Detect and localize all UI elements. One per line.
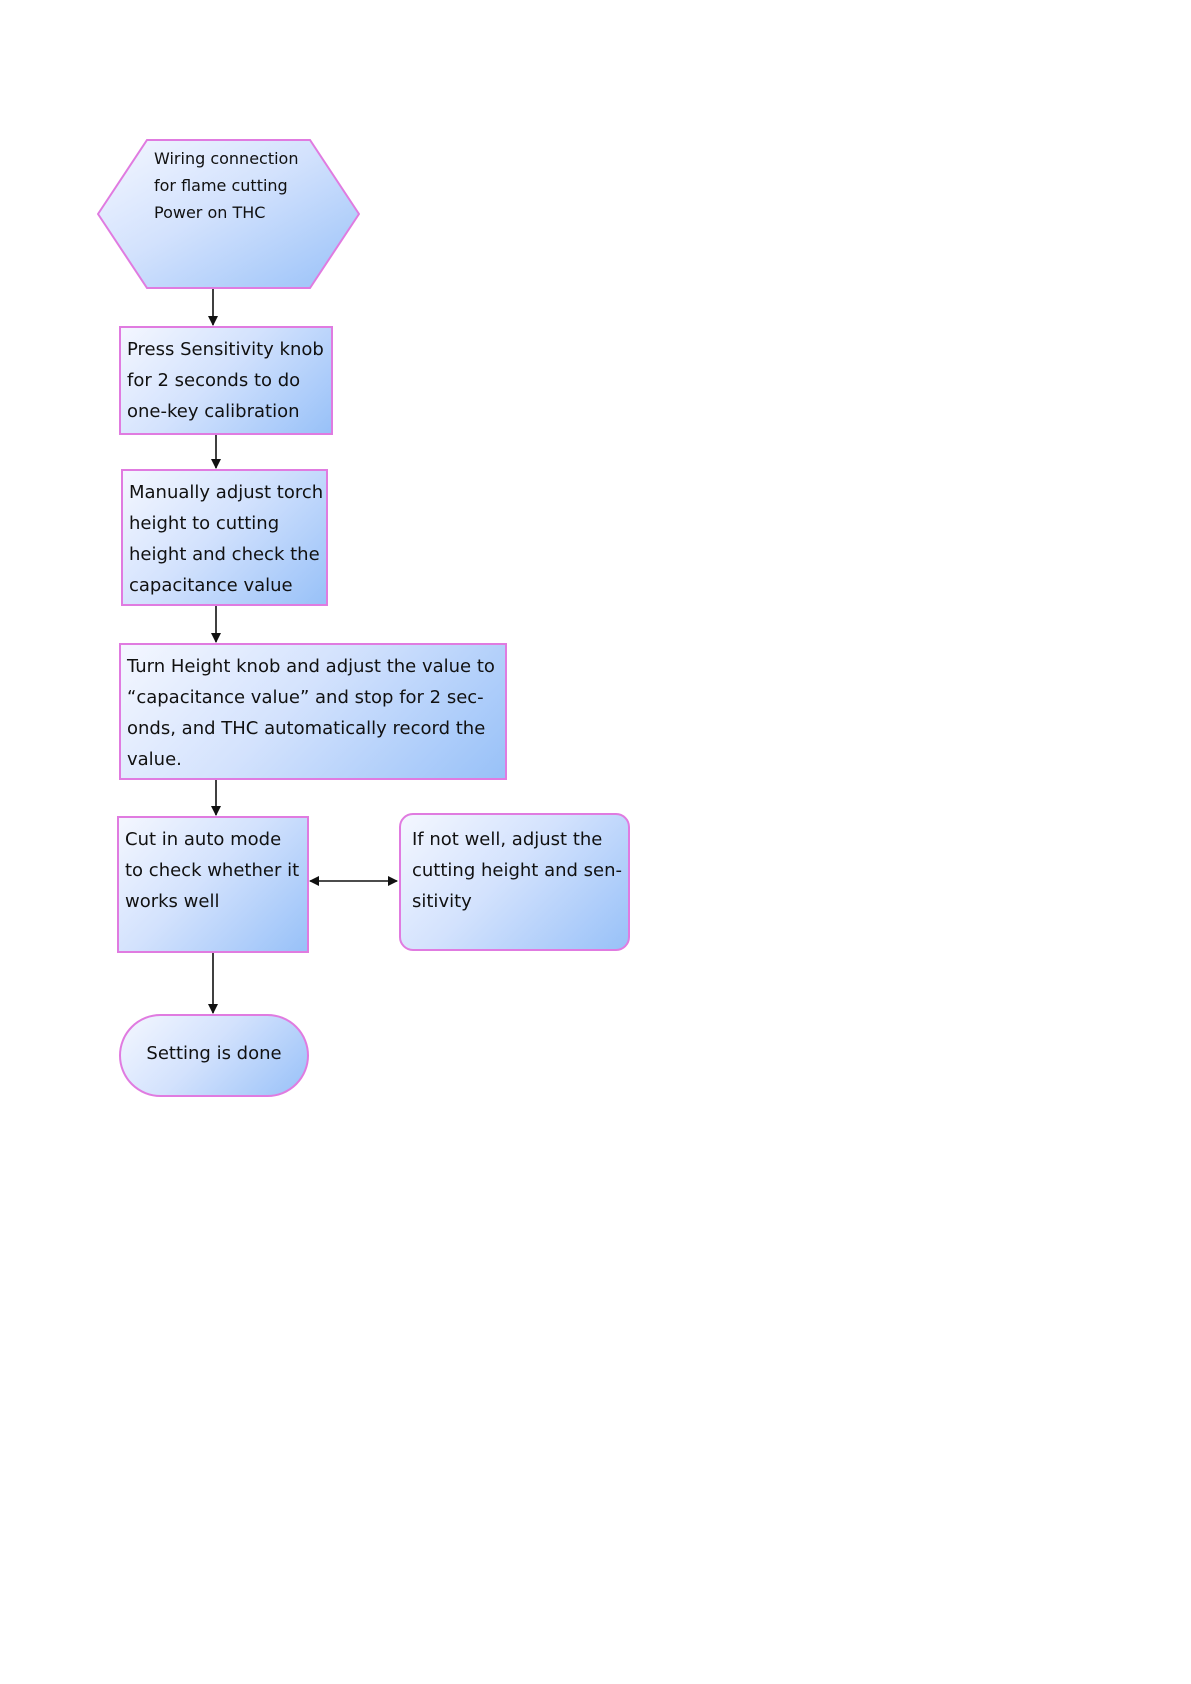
auto-cut-step-node (117, 816, 309, 953)
start-node-text: Wiring connection for flame cutting Power on THC (154, 149, 299, 222)
auto-cut-step-text: Cut in auto mode to check whether it works well (125, 829, 300, 912)
record-value-step-text: Turn Height knob and adjust the value to “capacitance value” and stop for 2 sec- onds, and THC automatically record the value. (127, 656, 495, 770)
adjust-if-needed-node (399, 813, 630, 951)
adjust-if-needed-text: If not well, adjust the cutting height and sen- sitivity (412, 829, 623, 912)
calibration-step-node (119, 326, 333, 435)
calibration-step-text: Press Sensitivity knob for 2 seconds to do one-key calibration (127, 339, 324, 422)
done-terminal-node (119, 1014, 309, 1097)
done-terminal-text: Setting is done (146, 1043, 282, 1064)
record-value-step-node (119, 643, 507, 780)
start-hexagon-node (97, 139, 360, 289)
adjust-height-step-node (121, 469, 328, 606)
adjust-height-step-text: Manually adjust torch height to cutting height and check the capacitance value (129, 482, 324, 596)
